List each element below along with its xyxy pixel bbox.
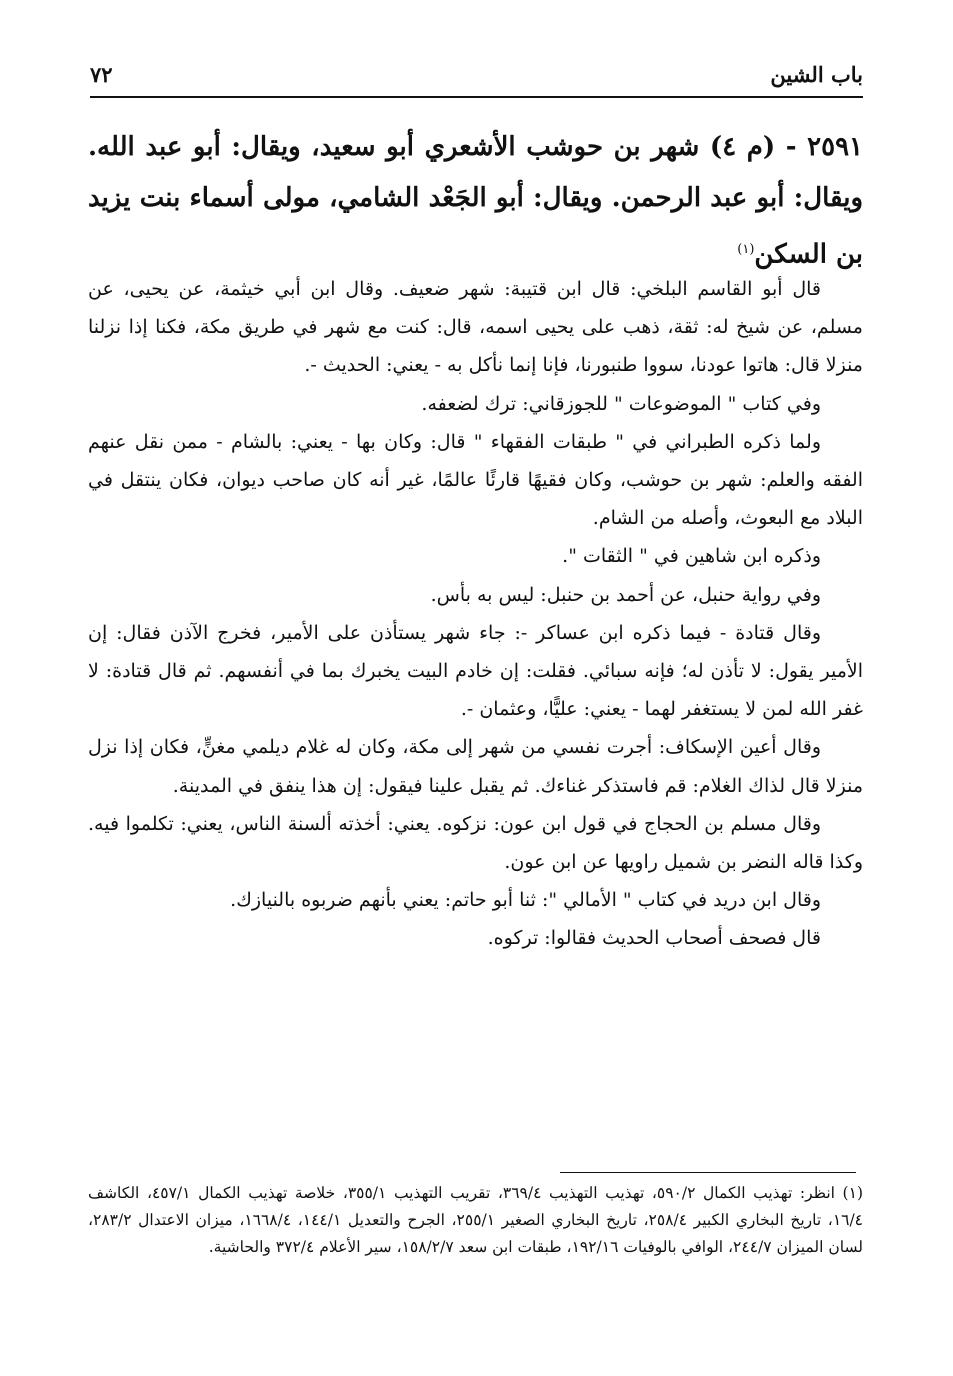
- paragraph: وقال مسلم بن الحجاج في قول ابن عون: نزكوه. يعني: أخذته ألسنة الناس، يعني: تكلموا فيه. وكذا قاله النضر بن شميل راويها عن ابن عون.: [88, 812, 863, 874]
- footnote-marker: (١): [737, 242, 755, 257]
- paragraph: وذكره ابن شاهين في " الثقات ".: [562, 545, 821, 568]
- running-title: باب الشين: [770, 62, 863, 87]
- paragraph: وفي كتاب " الموضوعات " للجوزقاني: ترك لضعفه.: [421, 392, 821, 415]
- body-text: [88, 270, 863, 958]
- paragraph: وقال أعين الإسكاف: أجرت نفسي من شهر إلى مكة، وكان له غلام ديلمي مغنٍّ، فكان إذا نزل منزلا قال لذاك الغلام: قم فاستذكر غناءك. ثم يقبل علينا فيقول: إن هذا ينفق في المدينة.: [88, 736, 863, 797]
- footnote: (١) انظر: تهذيب الكمال ٥٩٠/٢، تهذيب التهذيب ٣٦٩/٤، تقريب التهذيب ٣٥٥/١، خلاصة تهذيب الكمال ٤٥٧/١، الكاشف ١٦/٤، تاريخ البخاري الكبير ٢٥٨/٤، تاريخ البخاري الصغير ٢٥٥/١، الجرح والتعديل ١٤٤/١، ١٦٦٨/٤، ميزان الاعتدال ٢٨٣/٢، لسان الميزان ٢٤٤/٧، الوافي بالوفيات ١٩٢/١٦، طبقات ابن سعد ١٥٨/٢/٧، سير الأعلام ٣٧٢/٤ والحاشية.: [88, 1184, 864, 1256]
- entry-heading-text: ٢٥٩١ - (م ٤) شهر بن حوشب الأشعري أبو سعيد، ويقال: أبو عبد الله. ويقال: أبو عبد الرحمن. ويقال: أبو الجَعْد الشامي، مولى أسماء بنت يزيد بن السكن: [88, 132, 863, 270]
- footnotes: [88, 1180, 863, 1261]
- entry-heading: [88, 122, 863, 281]
- page-header: [90, 58, 863, 98]
- paragraph: قال فصحف أصحاب الحديث فقالوا: تركوه.: [487, 927, 821, 950]
- paragraph: وفي رواية حنبل، عن أحمد بن حنبل: ليس به بأس.: [430, 583, 821, 606]
- page-number: ٧٢: [90, 62, 113, 87]
- paragraph: وقال قتادة - فيما ذكره ابن عساكر -: جاء شهر يستأذن على الأمير، فخرج الآذن فقال: إن الأمير يقول: لا تأذن له؛ فإنه سبائي. فقلت: إن خادم البيت يخبرك بما في أنفسهم. ثم قال قتادة: لا غفر الله لمن لا يستغفر لهما - يعني: عليًّا، وعثمان -.: [88, 621, 863, 721]
- footnote-divider: [560, 1172, 856, 1173]
- paragraph: ولما ذكره الطبراني في " طبقات الفقهاء " قال: وكان بها - يعني: بالشام - ممن نقل عنهم الفقه والعلم: شهر بن حوشب، وكان فقيهًا قارئًا عالمًا، غير أنه كان صاحب ديوان، فكان ينتقل في البلاد مع البعوث، وأصله من الشام.: [88, 430, 863, 530]
- paragraph: قال أبو القاسم البلخي: قال ابن قتيبة: شهر ضعيف. وقال ابن أبي خيثمة، عن يحيى، عن مسلم، عن شيخ له: ثقة، ذهب على يحيى اسمه، قال: كنت مع شهر في طريق مكة، فكنا إذا نزلنا منزلا قال: هاتوا عودنا، سووا طنبورنا، فإنا إنما نأكل به - يعني: الحديث -.: [88, 278, 863, 377]
- paragraph: وقال ابن دريد في كتاب " الأمالي ": ثنا أبو حاتم: يعني بأنهم ضربوه بالنيازك.: [230, 889, 821, 912]
